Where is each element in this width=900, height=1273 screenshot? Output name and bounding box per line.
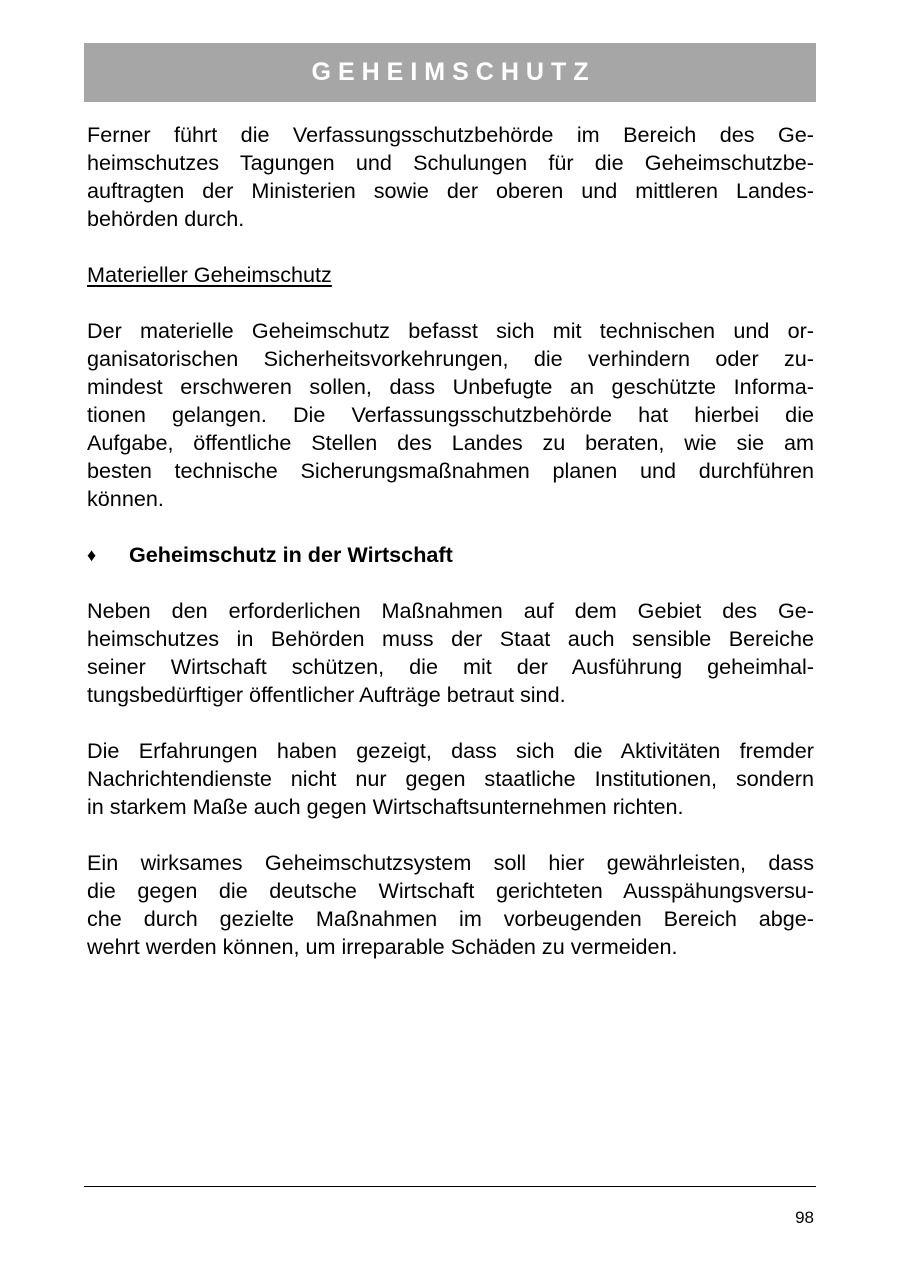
text-line: Ein wirksames Geheimschutzsystem soll hier gewährleisten, dass <box>87 850 814 875</box>
diamond-bullet-icon: ♦ <box>87 545 97 565</box>
materiell-paragraph <box>87 317 814 513</box>
wirtschaft-paragraph-2 <box>87 737 814 821</box>
text-line: Der materielle Geheimschutz befasst sich mit technischen und or- <box>87 318 814 343</box>
text-line: tionen gelangen. Die Verfassungsschutzbehörde hat hierbei die <box>87 402 814 427</box>
text-line: Die Erfahrungen haben gezeigt, dass sich die Aktivitäten fremder <box>87 738 814 763</box>
text-line: Ferner führt die Verfassungsschutzbehörde im Bereich des Ge- <box>87 122 814 147</box>
subheading-materieller-geheimschutz: Materieller Geheimschutz <box>87 262 332 287</box>
text-line: behörden durch. <box>87 206 245 231</box>
text-line: auftragten der Ministerien sowie der oberen und mittleren Landes- <box>87 178 814 203</box>
text-line: che durch gezielte Maßnahmen im vorbeugenden Bereich abge- <box>87 906 814 931</box>
text-line: können. <box>87 486 164 511</box>
wirtschaft-paragraph-1 <box>87 597 814 709</box>
text-line: Nachrichtendienste nicht nur gegen staatliche Institutionen, sondern <box>87 766 814 791</box>
intro-paragraph <box>87 121 814 233</box>
text-line: Neben den erforderlichen Maßnahmen auf dem Gebiet des Ge- <box>87 598 814 623</box>
text-line: besten technische Sicherungsmaßnahmen planen und durchführen <box>87 458 814 483</box>
page-number: 98 <box>795 1208 814 1227</box>
text-line: ganisatorischen Sicherheitsvorkehrungen, die verhindern oder zu- <box>87 346 814 371</box>
text-line: seiner Wirtschaft schützen, die mit der Ausführung geheimhal- <box>87 654 814 679</box>
page-title: GEHEIMSCHUTZ <box>311 58 596 86</box>
text-line: in starkem Maße auch gegen Wirtschaftsunternehmen richten. <box>87 794 684 819</box>
text-line: heimschutzes Tagungen und Schulungen für die Geheimschutzbe- <box>87 150 814 175</box>
document-body <box>87 121 814 989</box>
footer-divider <box>84 1186 816 1187</box>
text-line: tungsbedürftiger öffentlicher Aufträge betraut sind. <box>87 682 566 707</box>
text-line: Aufgabe, öffentliche Stellen des Landes zu beraten, wie sie am <box>87 430 814 455</box>
text-line: heimschutzes in Behörden muss der Staat auch sensible Bereiche <box>87 626 814 651</box>
text-line: mindest erschweren sollen, dass Unbefugte an geschützte Informa- <box>87 374 814 399</box>
text-line: wehrt werden können, um irreparable Schäden zu vermeiden. <box>87 934 678 959</box>
section-heading-wirtschaft <box>87 541 814 569</box>
section-heading-text: Geheimschutz in der Wirtschaft <box>129 542 453 567</box>
header-bar <box>84 43 816 102</box>
wirtschaft-paragraph-3 <box>87 849 814 961</box>
text-line: die gegen die deutsche Wirtschaft gerichteten Ausspähungsversu- <box>87 878 814 903</box>
